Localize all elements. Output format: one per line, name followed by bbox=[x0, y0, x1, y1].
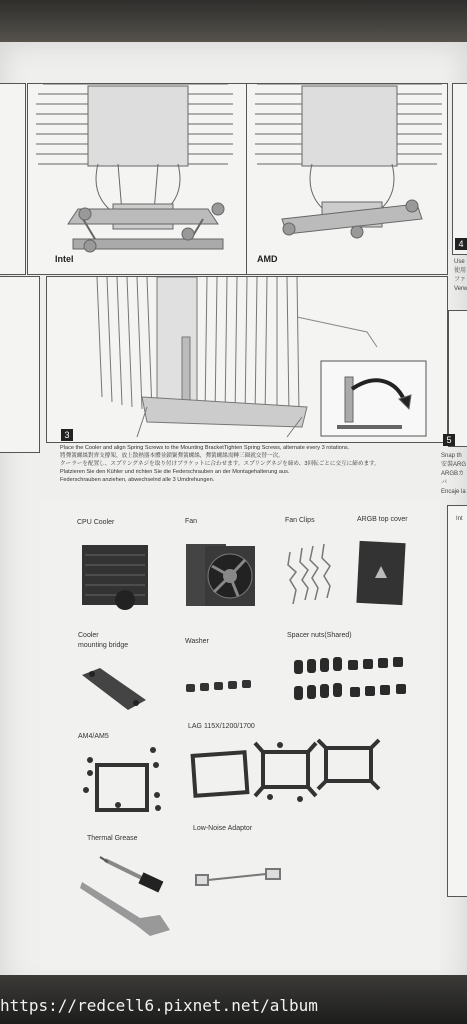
amd-label: AMD bbox=[257, 254, 278, 264]
label-am4: AM4/AM5 bbox=[78, 733, 109, 740]
step3-number: 3 bbox=[61, 429, 73, 441]
right-edge-text-5: Snap th 安裝ARG ARGBカバ Encaje la bbox=[441, 453, 467, 495]
label-fan: Fan bbox=[185, 518, 198, 525]
step4-number: 4 bbox=[455, 238, 467, 250]
label-spacer: Spacer nuts(Shared) bbox=[287, 632, 352, 639]
instruction-ja: クーラーを配置し、スプリングネジを取り付けブラケットに合わせます。スプリングネジを締め、3回転ごとに交互に締めます。 bbox=[60, 461, 380, 467]
right-edge-int-label: Int bbox=[456, 516, 463, 522]
label-grease: Thermal Grease bbox=[87, 835, 138, 842]
instruction-en: Place the Cooler and align Spring Screws to the Mounting BracketTighten Spring Screws, alternate every 3 rotations. bbox=[60, 445, 350, 451]
instruction-zh: 將彈簧螺絲對齊支撐架，放上散熱器本體並鎖緊彈簧螺絲，彈簧螺絲需轉三圈就交替一次。 bbox=[60, 453, 284, 459]
label-bridge-2: mounting bridge bbox=[78, 642, 129, 649]
label-washer: Washer bbox=[185, 638, 209, 645]
instruction-de-1: Platzieren Sie den Kühler und richten Sie die Federschrauben an der Montagehalterung aus. bbox=[60, 469, 290, 475]
label-cpu-cooler: CPU Cooler bbox=[77, 519, 115, 526]
intel-label: Intel bbox=[55, 254, 74, 264]
step5-number: 5 bbox=[443, 434, 455, 446]
watermark-url: https://redcell6.pixnet.net/album bbox=[0, 996, 318, 1015]
label-argb-cover: ARGB top cover bbox=[357, 516, 408, 523]
low-noise-adaptor-icon bbox=[196, 869, 280, 885]
label-adaptor: Low-Noise Adaptor bbox=[193, 825, 253, 832]
label-lga: LAG 115X/1200/1700 bbox=[188, 723, 255, 730]
thermal-grease-icon bbox=[100, 857, 163, 893]
label-bridge-1: Cooler bbox=[78, 632, 99, 639]
label-fan-clips: Fan Clips bbox=[285, 517, 315, 524]
instruction-de-2: Federschrauben anziehen, abwechselnd alle 3 Umdrehungen. bbox=[60, 477, 215, 483]
right-edge-text-4: Use 使用 ファ Verw bbox=[454, 259, 467, 292]
